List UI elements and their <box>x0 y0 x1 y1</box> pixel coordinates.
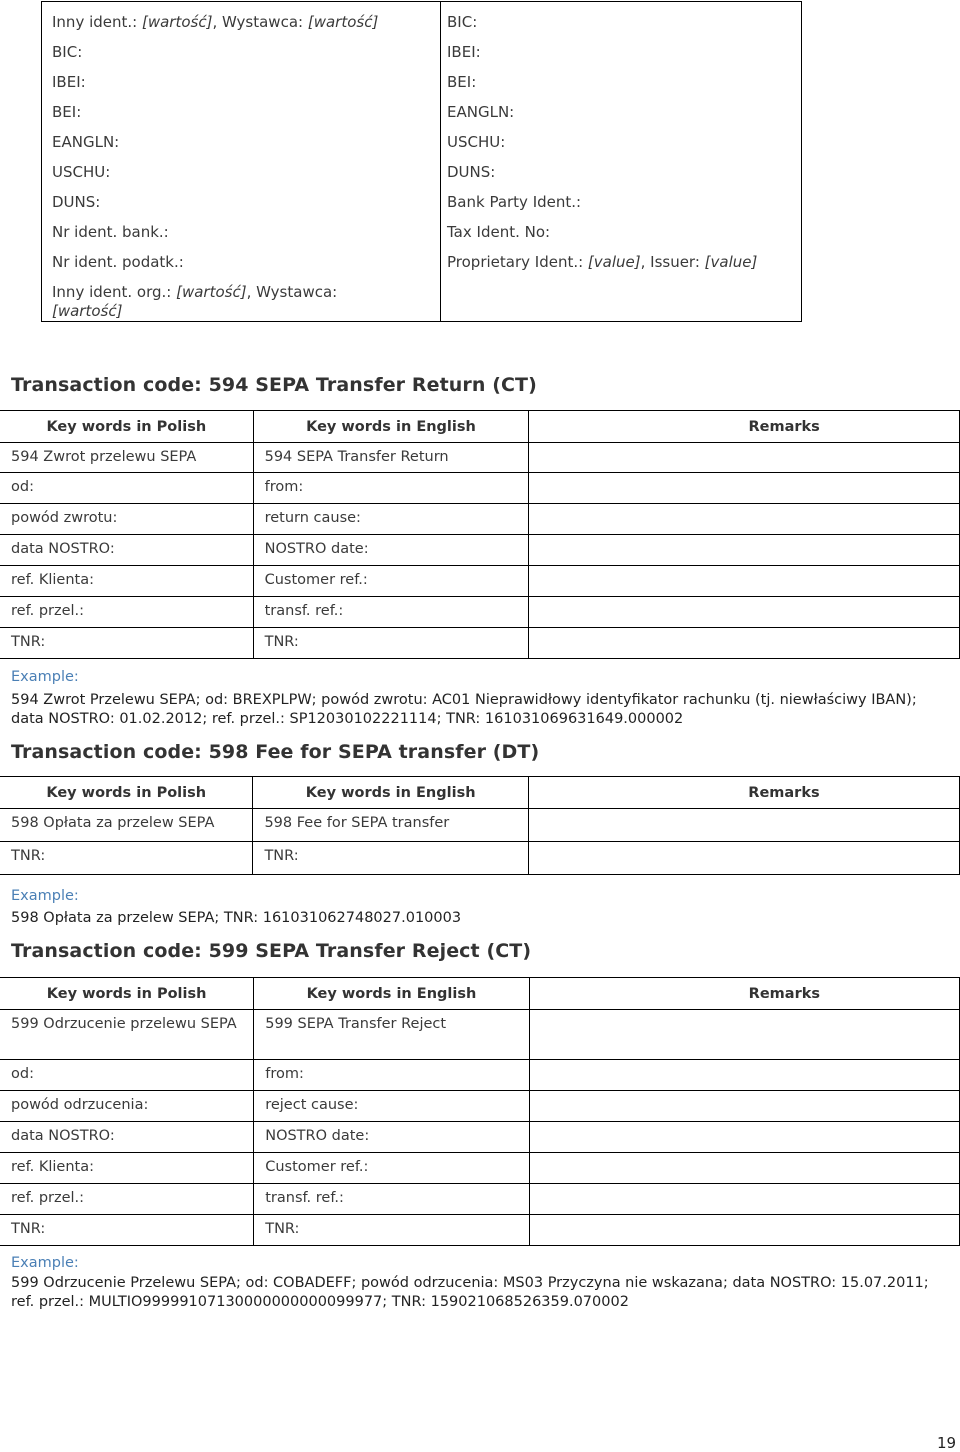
identifier-text: , Wystawca: <box>246 283 338 301</box>
polish-keyword-cell: od: <box>0 473 253 504</box>
identifier-line <box>52 282 337 302</box>
column-divider <box>440 2 441 321</box>
placeholder-value: [wartość] <box>141 13 213 31</box>
remarks-cell <box>529 535 960 566</box>
remarks-cell <box>529 1184 959 1215</box>
identifier-line <box>447 132 505 152</box>
remarks-cell <box>529 1060 959 1091</box>
identifier-text: Bank Party Ident.: <box>447 193 582 211</box>
table-row <box>0 473 960 504</box>
keywords-table-598 <box>0 776 960 875</box>
section-heading-598: Transaction code: 598 Fee for SEPA transfer (DT) <box>11 741 540 763</box>
table-row <box>0 535 960 566</box>
identifier-text: BIC: <box>52 43 83 61</box>
table-row <box>0 1122 960 1153</box>
english-keyword-cell: from: <box>253 473 529 504</box>
identifier-line <box>52 162 110 182</box>
english-keyword-cell: TNR: <box>253 628 529 659</box>
identifier-text: IBEI: <box>52 73 86 91</box>
polish-keyword-cell: data NOSTRO: <box>0 1122 254 1153</box>
section-heading-594: Transaction code: 594 SEPA Transfer Return (CT) <box>11 374 537 396</box>
identifier-text: Tax Ident. No: <box>447 223 551 241</box>
keywords-table-594 <box>0 410 960 659</box>
remarks-cell <box>529 1091 959 1122</box>
example-label-598: Example: <box>11 888 79 904</box>
table-row <box>0 628 960 659</box>
polish-keyword-cell: powód zwrotu: <box>0 504 253 535</box>
identifier-text: Proprietary Ident.: <box>447 253 588 271</box>
remarks-cell <box>528 809 959 842</box>
identifier-text: USCHU: <box>447 133 506 151</box>
identifier-text: Inny ident. org.: <box>52 283 177 301</box>
table-row <box>0 443 960 473</box>
table-row <box>0 566 960 597</box>
identifier-line <box>52 301 122 321</box>
identifier-text: BEI: <box>52 103 82 121</box>
example-label-594: Example: <box>11 669 79 685</box>
identifier-line <box>52 192 100 212</box>
example-text-599: 599 Odrzucenie Przelewu SEPA; od: COBADEFF; powód odrzucenia: MS03 Przyczyna nie wskazana; data NOSTRO: 15.07.2011; ref. przel.: MULTIO99999107130000000000099977; TNR: 159021068526359.070002 <box>11 1275 929 1310</box>
identifier-text: Inny ident.: <box>52 13 142 31</box>
identifier-line <box>447 162 495 182</box>
identifier-text: BIC: <box>447 13 478 31</box>
placeholder-value: [value] <box>704 253 758 271</box>
english-keyword-cell: 599 SEPA Transfer Reject <box>254 1010 529 1060</box>
identifier-line <box>52 42 82 62</box>
polish-keyword-cell: od: <box>0 1060 254 1091</box>
english-keyword-cell: reject cause: <box>254 1091 529 1122</box>
identifier-text: EANGLN: <box>447 103 515 121</box>
identifier-text: BEI: <box>447 73 477 91</box>
header-remarks: Remarks <box>529 411 960 443</box>
header-polish: Key words in Polish <box>0 978 254 1010</box>
placeholder-value: [wartość] <box>307 13 379 31</box>
page-number: 19 <box>937 1434 957 1452</box>
english-keyword-cell: return cause: <box>253 504 529 535</box>
identifier-text: USCHU: <box>52 163 111 181</box>
table-row <box>0 1060 960 1091</box>
identifier-line <box>52 12 378 32</box>
header-remarks: Remarks <box>529 978 959 1010</box>
remarks-cell <box>529 504 960 535</box>
remarks-cell <box>529 566 960 597</box>
remarks-cell <box>529 597 960 628</box>
identifier-line <box>447 42 481 62</box>
header-english: Key words in English <box>254 978 529 1010</box>
table-row <box>0 809 960 842</box>
english-keyword-cell: 594 SEPA Transfer Return <box>253 443 529 473</box>
remarks-cell <box>529 1215 959 1246</box>
english-keyword-cell: TNR: <box>254 1215 529 1246</box>
polish-keyword-cell: ref. Klienta: <box>0 566 253 597</box>
keywords-table-599 <box>0 977 960 1246</box>
identifier-line <box>52 252 184 272</box>
example-text-598: 598 Opłata za przelew SEPA; TNR: 161031062748027.010003 <box>11 910 462 926</box>
identifier-line <box>52 222 169 242</box>
polish-keyword-cell: TNR: <box>0 1215 254 1246</box>
polish-keyword-cell: data NOSTRO: <box>0 535 253 566</box>
polish-keyword-cell: 599 Odrzucenie przelewu SEPA <box>0 1010 254 1060</box>
identifier-line <box>52 72 86 92</box>
header-polish: Key words in Polish <box>0 777 253 809</box>
identifier-text: , Wystawca: <box>212 13 308 31</box>
english-keyword-cell: Customer ref.: <box>254 1153 529 1184</box>
table-row <box>0 1184 960 1215</box>
identifier-line <box>447 252 757 272</box>
identifier-line <box>52 132 119 152</box>
english-keyword-cell: NOSTRO date: <box>254 1122 529 1153</box>
identifier-line <box>447 12 477 32</box>
polish-keyword-cell: 598 Opłata za przelew SEPA <box>0 809 253 842</box>
remarks-cell <box>529 443 960 473</box>
table-row <box>0 1215 960 1246</box>
placeholder-value: [wartość] <box>176 283 247 301</box>
example-label-599: Example: <box>11 1255 79 1271</box>
english-keyword-cell: 598 Fee for SEPA transfer <box>253 809 528 842</box>
table-row <box>0 1153 960 1184</box>
polish-keyword-cell: ref. przel.: <box>0 597 253 628</box>
identifier-line <box>447 72 476 92</box>
english-keyword-cell: TNR: <box>253 842 528 875</box>
table-row <box>0 842 960 875</box>
identifier-text: , Issuer: <box>640 253 705 271</box>
identifier-text: Nr ident. podatk.: <box>52 253 184 271</box>
identifier-line <box>447 102 514 122</box>
remarks-cell <box>529 628 960 659</box>
polish-keyword-cell: 594 Zwrot przelewu SEPA <box>0 443 253 473</box>
identifier-box <box>41 1 802 322</box>
remarks-cell <box>529 1010 959 1060</box>
remarks-cell <box>528 842 959 875</box>
remarks-cell <box>529 473 960 504</box>
example-text-594: 594 Zwrot Przelewu SEPA; od: BREXPLPW; powód zwrotu: AC01 Nieprawidłowy identyfikator rachunku (tj. niewłaściwy IBAN); data NOSTRO: 01.02.2012; ref. przel.: SP12030102221114; TNR: 161031069631649.000002 <box>11 692 917 727</box>
english-keyword-cell: transf. ref.: <box>254 1184 529 1215</box>
english-keyword-cell: Customer ref.: <box>253 566 529 597</box>
table-row <box>0 504 960 535</box>
placeholder-value: [value] <box>587 253 641 271</box>
table-row <box>0 1091 960 1122</box>
remarks-cell <box>529 1153 959 1184</box>
polish-keyword-cell: powód odrzucenia: <box>0 1091 254 1122</box>
identifier-text: EANGLN: <box>52 133 120 151</box>
english-keyword-cell: from: <box>254 1060 529 1091</box>
section-heading-599: Transaction code: 599 SEPA Transfer Reject (CT) <box>11 940 532 962</box>
header-remarks: Remarks <box>528 777 959 809</box>
identifier-line <box>447 222 550 242</box>
polish-keyword-cell: ref. Klienta: <box>0 1153 254 1184</box>
table-row <box>0 597 960 628</box>
identifier-text: Nr ident. bank.: <box>52 223 169 241</box>
english-keyword-cell: NOSTRO date: <box>253 535 529 566</box>
identifier-text: DUNS: <box>447 163 496 181</box>
identifier-line <box>447 192 581 212</box>
identifier-text: IBEI: <box>447 43 481 61</box>
table-row <box>0 1010 960 1060</box>
identifier-text: DUNS: <box>52 193 101 211</box>
header-english: Key words in English <box>253 411 529 443</box>
identifier-line <box>52 102 81 122</box>
header-polish: Key words in Polish <box>0 411 253 443</box>
polish-keyword-cell: ref. przel.: <box>0 1184 254 1215</box>
placeholder-value: [wartość] <box>52 302 123 320</box>
header-english: Key words in English <box>253 777 528 809</box>
english-keyword-cell: transf. ref.: <box>253 597 529 628</box>
polish-keyword-cell: TNR: <box>0 628 253 659</box>
remarks-cell <box>529 1122 959 1153</box>
polish-keyword-cell: TNR: <box>0 842 253 875</box>
